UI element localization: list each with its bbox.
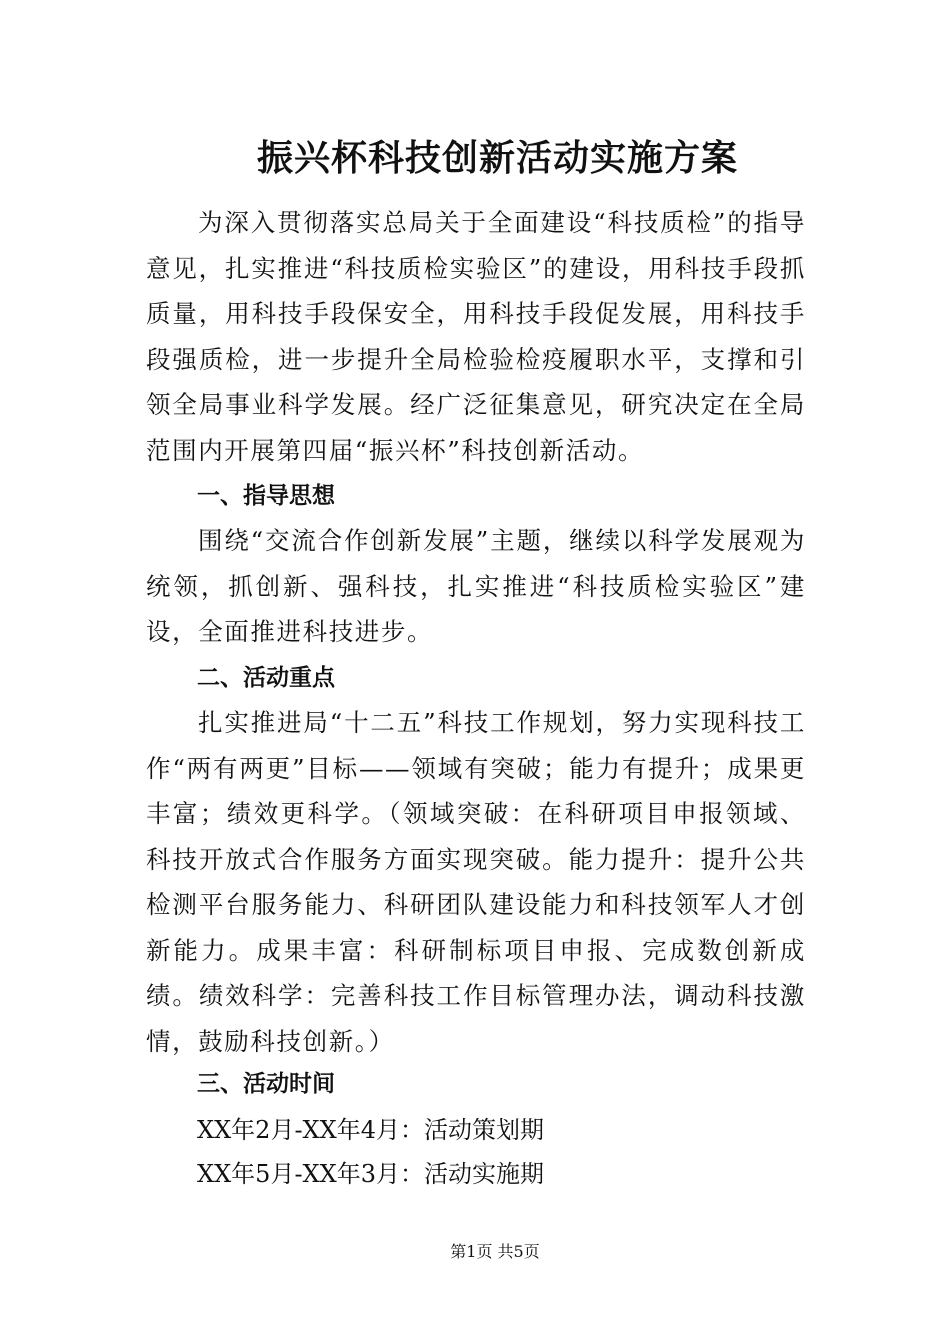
section-heading-activity-focus: 二、活动重点 — [197, 665, 335, 691]
section-heading-activity-time: 三、活动时间 — [197, 1071, 335, 1097]
schedule-line-planning: XX年2月-XX年4月：活动策划期 — [197, 1116, 544, 1144]
page-indicator: 第1页 共5页 — [450, 1242, 540, 1261]
document-title: 振兴杯科技创新活动实施方案 — [256, 137, 738, 179]
section-heading-guiding-ideology: 一、指导思想 — [197, 483, 335, 509]
section-paragraph-activity-focus: 扎实推进局“十二五”科技工作规划，努力实现科技工作“两有两更”目标——领域有突破；能力有提升；成果更丰富；绩效更科学。（领域突破：在科研项目申报领域、科技开放式合作服务方面实现突破。能力提升：提升公共检测平台服务能力、科研团队建设能力和科技领军人才创新能力。成果丰富：科研制标项目申报、完成数创新成绩。绩效科学：完善科技工作目标管理办法，调动科技激情，鼓励科技创新。） — [146, 708, 806, 1056]
section-paragraph-guiding-ideology: 围绕“交流合作创新发展”主题，继续以科学发展观为统领，抓创新、强科技，扎实推进“科技质检实验区”建设，全面推进科技进步。 — [146, 526, 806, 646]
intro-paragraph: 为深入贯彻落实总局关于全面建设“科技质检”的指导意见，扎实推进“科技质检实验区”的建设，用科技手段抓质量，用科技手段保安全，用科技手段促发展，用科技手段强质检，进一步提升全局检验检疫履职水平，支撑和引领全局事业科学发展。经广泛征集意见，研究决定在全局范围内开展第四届“振兴杯”科技创新活动。 — [146, 208, 806, 465]
schedule-line-implementation: XX年5月-XX年3月：活动实施期 — [197, 1160, 544, 1188]
